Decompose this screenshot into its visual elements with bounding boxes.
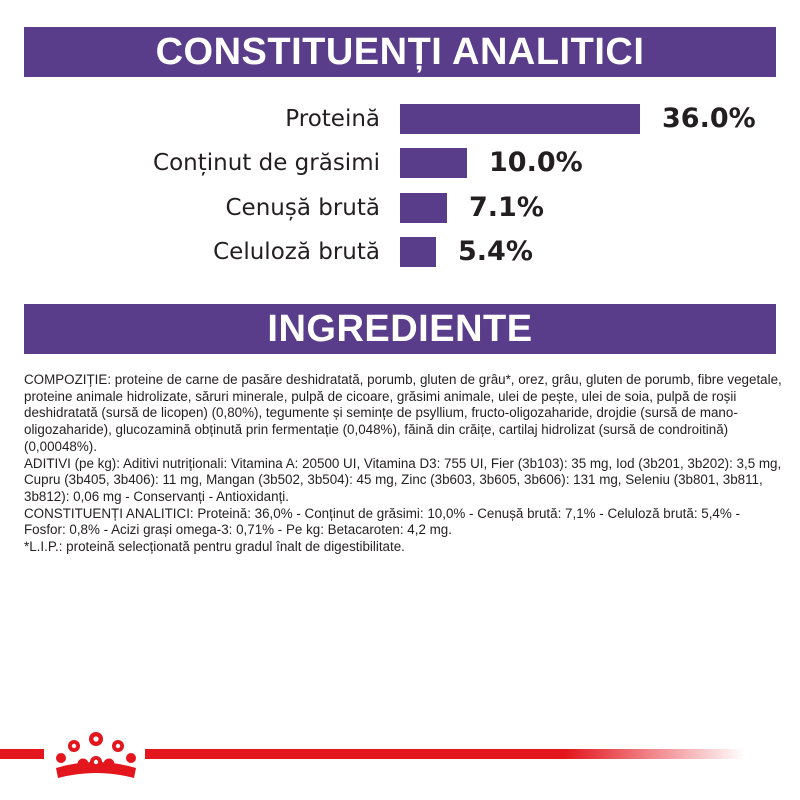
footnote-paragraph: *L.I.P.: proteină selecționată pentru gradul înalt de digestibilitate. (24, 539, 405, 555)
ingredients-title: INGREDIENTE (267, 307, 533, 350)
nutrient-value: 7.1% (469, 192, 544, 223)
composition-paragraph: COMPOZIȚIE: proteine de carne de pasăre deshidratată, porumb, gluten de grâu*, orez, grâu, gluten de porumb, fibre vegetale, proteine animale hidrolizate, săruri minerale, pulpă de cicoare, grăsimi animale, ulei de pește, ulei de soia, pulpă de roșii deshidratată (sursă de licopen) (0,80%), tegumente și semințe de psyllium, fructo-oligozaharide, drojdie (sursă de mano-oligozaharide), glucozamină obținută prin fermentație (0,048%), făină din crăițe, cartilaj hidrolizat (sursă de condroitină) (0,00048%). (24, 372, 782, 454)
constituents-paragraph: CONSTITUENȚI ANALITICI: Proteină: 36,0% - Conținut de grăsimi: 10,0% - Cenușă brută: 7,1% - Celuloză brută: 5,4% - Fosfor: 0,8% - Acizi grași omega-3: 0,71% - Pe kg: Betacaroten: 4,2 mg. (24, 505, 740, 538)
ingredients-text (24, 372, 784, 556)
nutrient-value: 5.4% (458, 236, 533, 267)
nutrient-label: Cenușă brută (225, 195, 380, 221)
royal-canin-crown-icon (50, 728, 142, 780)
nutrient-label: Conținut de grăsimi (153, 150, 380, 176)
nutrient-value: 10.0% (489, 147, 583, 178)
ingredients-banner (24, 304, 776, 354)
footer-red-line-left (0, 749, 44, 759)
nutrient-bar (400, 193, 447, 223)
nutrient-label: Proteină (285, 106, 380, 132)
analytic-constituents-banner (24, 27, 776, 77)
nutrient-label: Celuloză brută (213, 239, 380, 265)
additives-paragraph: ADITIVI (pe kg): Aditivi nutriționali: Vitamina A: 20500 UI, Vitamina D3: 755 UI, Fier (3b103): 35 mg, Iod (3b201, 3b202): 3,5 mg, Cupru (3b405, 3b406): 11 mg, Mangan (3b502, 3b504): 45 mg, Zinc (3b603, 3b605, 3b606): 131 mg, Seleniu (3b801, 3b811, 3b812): 0,06 mg - Conservanți - Antioxidanți. (24, 455, 782, 504)
nutrient-value: 36.0% (662, 103, 756, 134)
nutrient-bar (400, 237, 436, 267)
nutrient-bar (400, 104, 640, 134)
nutrient-bar (400, 148, 467, 178)
analytic-constituents-title: CONSTITUENȚI ANALITICI (155, 30, 645, 73)
footer-red-line-right (145, 749, 745, 759)
